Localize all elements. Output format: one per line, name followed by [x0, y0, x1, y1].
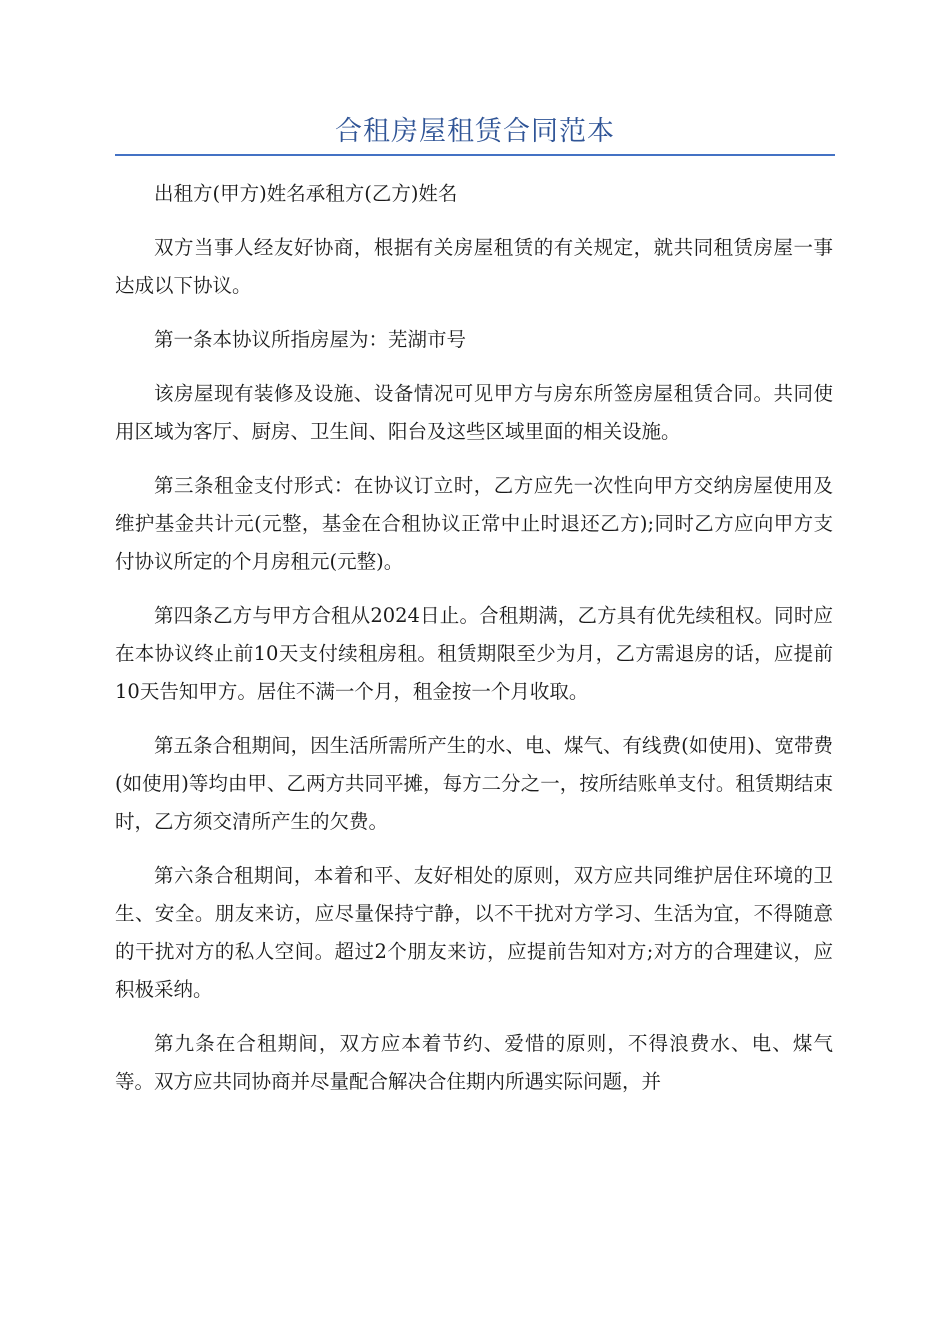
- paragraph-article-1: 第一条本协议所指房屋为：芜湖市号: [154, 328, 467, 351]
- paragraph-article-5: 第五条合租期间，因生活所需所产生的水、电、煤气、有线费(如使用)、宽带费(如使用)等均由甲、乙两方共同平摊，每方二分之一，按所结账单支付。租赁期结束时，乙方须交清所产生的欠费。: [115, 734, 833, 833]
- paragraph-article-9: 第九条在合租期间，双方应本着节约、爱惜的原则，不得浪费水、电、煤气等。双方应共同协商并尽量配合解决合住期内所遇实际问题，并: [115, 1032, 833, 1093]
- paragraph-article-6: 第六条合租期间，本着和平、友好相处的原则，双方应共同维护居住环境的卫生、安全。朋友来访，应尽量保持宁静，以不干扰对方学习、生活为宜，不得随意的干扰对方的私人空间。超过2个朋友来访，应提前告知对方;对方的合理建议，应积极采纳。: [115, 864, 833, 1001]
- paragraph-article-4: 第四条乙方与甲方合租从2024日止。合租期满，乙方具有优先续租权。同时应在本协议终止前10天支付续租房租。租赁期限至少为月，乙方需退房的话，应提前10天告知甲方。居住不满一个月，租金按一个月收取。: [115, 604, 833, 703]
- paragraph-facilities: 该房屋现有装修及设施、设备情况可见甲方与房东所签房屋租赁合同。共同使用区域为客厅、厨房、卫生间、阳台及这些区域里面的相关设施。: [115, 382, 833, 443]
- paragraph-preamble: 双方当事人经友好协商，根据有关房屋租赁的有关规定，就共同租赁房屋一事达成以下协议。: [115, 236, 833, 297]
- paragraph-parties: 出租方(甲方)姓名承租方(乙方)姓名: [154, 182, 458, 205]
- paragraph-article-3: 第三条租金支付形式：在协议订立时，乙方应先一次性向甲方交纳房屋使用及维护基金共计元(元整，基金在合租协议正常中止时退还乙方);同时乙方应向甲方支付协议所定的个月房租元(元整)。: [115, 474, 833, 573]
- title-underline: [115, 154, 835, 156]
- document-body: [115, 175, 833, 1117]
- document-title: 合租房屋租赁合同范本: [335, 116, 615, 147]
